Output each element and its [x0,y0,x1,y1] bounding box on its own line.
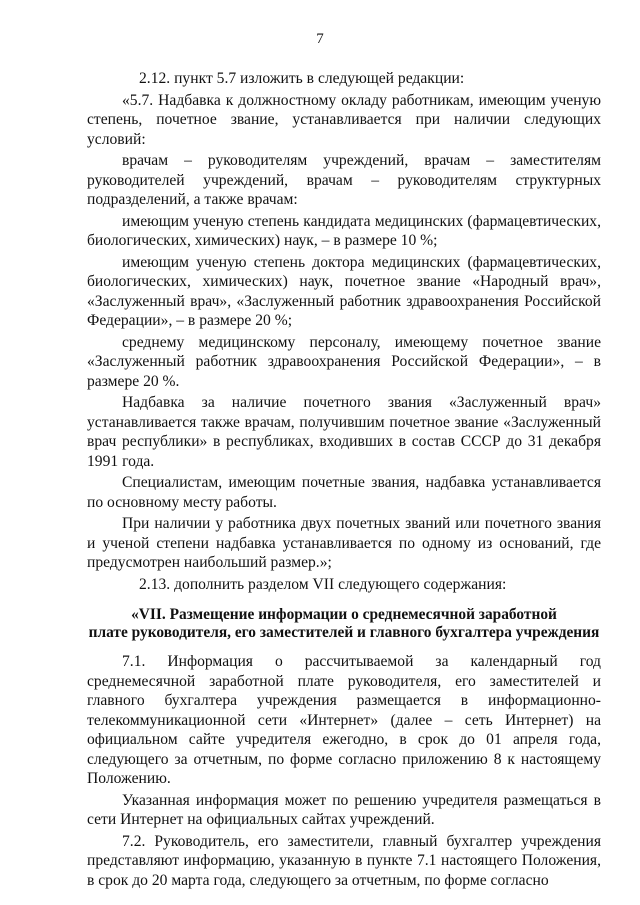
paragraph-2-13: 2.13. дополнить разделом VII следующего содержания: [139,575,507,593]
paragraph-5-7-intro: «5.7. Надбавка к должностному окладу работникам, имеющим ученую степень, почетное звание, устанавливается при наличии следующих условий: [87,91,601,148]
page-number: 7 [316,31,324,47]
paragraph-specialists: Специалистам, имеющим почетные звания, надбавка устанавливается по основному месту работы. [87,474,601,511]
paragraph-two-titles: При наличии у работника двух почетных званий или почетного звания и ученой степени надбавка устанавливается по одному из оснований, где предусмотрен наибольший размер.»; [87,515,601,571]
paragraph-nursing-staff: среднему медицинскому персоналу, имеющему почетное звание «Заслуженный работник здравоохранения Российской Федерации», – в размере 20 %. [87,333,601,390]
paragraph-candidate: имеющим ученую степень кандидата медицинских (фармацевтических, биологических, химических) наук, – в размере 10 %; [87,212,601,249]
paragraph-info-placement: Указанная информация может по решению учредителя размещаться в сети Интернет на официальных сайтах учреждений. [87,791,601,828]
paragraph-doctors: врачам – руководителям учреждений, врачам – заместителям руководителей учреждений, врачам – руководителям структурных подразделений, а также врачам: [87,152,601,208]
section-heading-line-2: плате руководителя, его заместителей и главного бухгалтера учреждения [88,624,600,641]
section-heading [87,606,601,642]
paragraph-7-1: 7.1. Информация о рассчитываемой за календарный год среднемесячной заработной плате руководителя, его заместителей и главного бухгалтера учреждения размещается в информационно-телекоммуникационной сети «Интернет» (далее – сеть Интернет) на официальном сайте учредителя ежегодно, в срок до 01 апреля года, следующего за отчетным, по форме согласно приложению 8 к настоящему Положению. [87,653,601,787]
section-heading-line-1: «VII. Размещение информации о среднемесячной заработной [131,606,557,623]
paragraph-honored-doctor: Надбавка за наличие почетного звания «Заслуженный врач» устанавливается также врачам, получившим почетное звание «Заслуженный врач республики» в республиках, входивших в состав СССР до 31 декабря 1991 года. [87,394,601,470]
paragraph-7-2: 7.2. Руководитель, его заместители, главный бухгалтер учреждения представляют информацию, указанную в пункте 7.1 настоящего Положения, в срок до 20 марта года, следующего за отчетным, по форме согласно [87,832,601,889]
document-body [87,69,601,890]
paragraph-doctor-degree: имеющим ученую степень доктора медицинских (фармацевтических, биологических, химических) наук, почетное звание «Народный врач», «Заслуженный врач», «Заслуженный работник здравоохранения Российской Федерации», – в размере 20 %; [87,253,601,329]
paragraph-2-12: 2.12. пункт 5.7 изложить в следующей редакции: [139,70,465,87]
